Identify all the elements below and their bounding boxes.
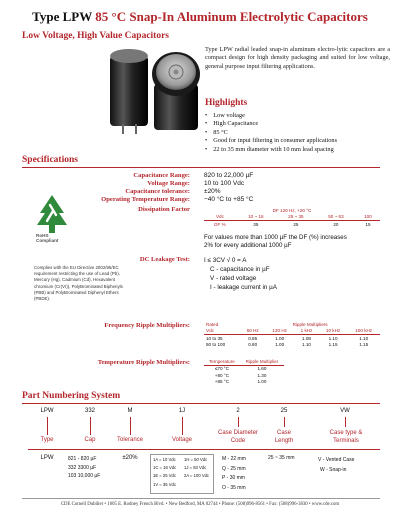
page-title	[0, 9, 400, 25]
part-code-terminals: VW	[340, 408, 350, 414]
list-item: • Good for input filtering in consumer applications	[205, 137, 395, 145]
part-code-diameter: 2	[236, 408, 240, 414]
caption-terminals: Case type & Terminals	[329, 430, 363, 444]
cap-value: 332 3300 µF	[68, 464, 97, 471]
subtitle: Low Voltage, High Value Capacitors	[22, 31, 170, 41]
table-cell: 0.85	[248, 335, 258, 341]
table-cell: 1.10	[328, 335, 338, 341]
table-cell: 25	[293, 221, 299, 227]
table-cell: 35	[253, 221, 259, 227]
table-cell: 15	[365, 221, 371, 227]
table-cell: +85 °C	[214, 379, 230, 385]
specifications-heading: Specifications	[22, 155, 78, 165]
tolerance-value: ±20%	[122, 455, 138, 461]
highlights-heading: Highlights	[205, 98, 248, 108]
table-cell: 1.00	[275, 335, 285, 341]
frequency-ripple-table	[204, 321, 380, 348]
caption-tolerance: Tolerance	[116, 437, 143, 443]
capacitance-label: Capacitance Range:	[133, 172, 190, 179]
table-cell: 1.15	[359, 342, 369, 348]
df-note: For values more than 1000 µF the DF (%) increases	[204, 234, 347, 241]
cap-value: 103 10,000 µF	[68, 473, 101, 480]
voltage-code: 1V = 35 Vdc	[153, 482, 176, 487]
list-item: • Low voltage	[205, 112, 395, 120]
tolerance-label: Capacitance tolerance:	[125, 188, 190, 195]
cap-values	[68, 455, 100, 481]
part-code-cap: 332	[84, 408, 95, 414]
footer-divider	[22, 498, 380, 499]
table-cell: Ripple Multipliers	[292, 321, 328, 327]
table-cell: 10 ~ 16	[248, 214, 264, 220]
rohs-label	[36, 233, 58, 243]
diameter-value: P - 30 mm	[222, 475, 245, 481]
table-cell: 25 ~ 35	[288, 214, 304, 220]
connector-line	[284, 417, 285, 427]
cap-value: 821 - 820 µF	[68, 456, 97, 462]
table-cell: 1.60	[257, 366, 267, 372]
caption-cap: Cap	[84, 437, 96, 443]
table-cell: 1.30	[257, 372, 267, 378]
section-divider	[22, 403, 380, 404]
connector-line	[182, 417, 183, 435]
diameter-value: O - 35 mm	[222, 484, 246, 491]
connector-line	[90, 417, 91, 435]
connector-line	[345, 417, 346, 427]
list-item: • 22 to 35 mm diameter with 10 mm lead spacing	[205, 146, 395, 154]
table-cell: 50 Hz	[246, 328, 259, 334]
table-cell: 50 ~ 63	[328, 214, 344, 220]
table-cell: 50 to 100	[206, 342, 226, 348]
table-cell: 10 kHz	[325, 328, 341, 334]
voltage-code: 1A = 10 Vdc	[153, 457, 176, 462]
list-item: • High Capacitance	[205, 120, 395, 128]
capacitance-value: 820 to 22,000 µF	[204, 172, 254, 179]
voltage-label: Voltage Range:	[147, 180, 190, 187]
length-value: 25 ~ 35 mm	[268, 455, 295, 461]
footer: CDE Cornell Dubilier • 1605 E. Rodney French Blvd. • New Bedford, MA 02744 • Phone: (508)996-8561 • Fax: (508)996-3830 • www.cde.com	[60, 502, 340, 507]
diameter-value: M - 22 mm	[222, 456, 246, 462]
temperature-label: Operating Temperature Range:	[101, 196, 190, 203]
temperature-ripple-table	[204, 358, 284, 385]
table-cell: 10 to 35	[206, 335, 223, 341]
voltage-code: 1H = 50 Vdc	[184, 457, 208, 462]
table-cell: Temperature	[209, 358, 235, 364]
table-cell: 1.15	[328, 342, 338, 348]
connector-line	[130, 417, 131, 435]
terminal-value: W - Snap-in	[320, 467, 347, 473]
table-cell: 1.10	[302, 342, 311, 348]
type-value: LPW	[40, 455, 54, 461]
part-numbering-heading: Part Numbering System	[22, 391, 121, 401]
tolerance-value: ±20%	[204, 188, 221, 195]
table-cell: 1.00	[257, 379, 267, 385]
df-table-title: DF 120 Hz, +20 °C	[272, 207, 312, 213]
df-table	[204, 207, 380, 228]
leakage-line: I - leakage current in µA	[210, 284, 277, 291]
table-cell: 100	[364, 214, 372, 220]
temperature-ripple-label: Temperature Ripple Multipliers:	[97, 359, 190, 366]
dissipation-label: Dissipation Factor	[138, 206, 190, 213]
frequency-ripple-label: Frequency Ripple Multipliers:	[104, 322, 190, 329]
voltage-value: 10 to 100 Vdc	[204, 180, 245, 187]
highlights-list	[205, 112, 395, 154]
voltage-code-table	[150, 454, 214, 494]
terminal-value: V - Vented Case	[318, 457, 355, 463]
table-cell: 120 Hz	[272, 328, 287, 334]
table-cell: Ripple Multiplier	[245, 358, 279, 364]
table-cell: +80 °C	[214, 372, 230, 378]
part-code-voltage: 1J	[178, 408, 186, 414]
part-code-tolerance: M	[127, 408, 133, 414]
voltage-code: 1E = 25 Vdc	[153, 473, 176, 478]
leakage-formula	[204, 256, 277, 292]
caption-divider	[28, 449, 380, 450]
table-cell: 1.10	[359, 335, 369, 341]
leakage-line: C - capacitance in µF	[210, 266, 270, 273]
table-cell: 1.08	[302, 335, 311, 341]
table-cell: 100 kHz	[355, 328, 373, 334]
table-cell: ≤70 °C	[214, 366, 229, 372]
type-label: Type LPW	[32, 9, 93, 24]
leakage-line: V - rated voltage	[210, 275, 257, 282]
part-code-length: 25	[280, 408, 288, 414]
terminal-values	[318, 455, 354, 475]
capacitor-photo	[108, 44, 200, 138]
connector-line	[47, 417, 48, 435]
diameter-values	[222, 455, 246, 493]
voltage-code: 2A = 100 Vdc	[184, 473, 210, 478]
section-divider	[22, 167, 380, 168]
list-item: • 85 °C	[205, 129, 395, 137]
df-note: 2% for every additional 1000 µF	[204, 242, 292, 249]
table-cell: 20	[333, 221, 339, 227]
part-code-type: LPW	[40, 408, 54, 414]
rohs-label-line: Compliant	[36, 238, 59, 243]
rohs-compliance-text: Complies with the EU Directive 2002/95/EC requirement restricting the use of Lead (Pb), Mercury (Hg), Cadmium (Cd), Hexavalent chromium (Cr(VI)), PolyBrominated Biphenyls (PBB) and PolyBrominated Diphenyl Ethers (PBDE).	[34, 265, 123, 302]
caption-voltage: Voltage	[171, 437, 193, 443]
temperature-value: −40 °C to +85 °C	[204, 196, 254, 203]
table-cell: 1.00	[275, 342, 285, 348]
voltage-code: 1J = 63 Vdc	[184, 465, 207, 470]
intro-paragraph: Type LPW radial leaded snap-in aluminum electro-lytic capacitors are a compact design for high density packaging and suited for low voltage, general purpose input filtering applications.	[205, 46, 390, 70]
caption-type: Type	[40, 437, 54, 443]
table-cell: Vdc	[215, 214, 224, 220]
caption-length: Case Length	[274, 430, 294, 444]
table-cell: Rated	[206, 321, 219, 327]
table-cell: 1 kHz	[300, 328, 313, 334]
voltage-code: 1C = 16 Vdc	[153, 465, 177, 470]
leakage-line: I ≤ 3CV √ 0 = A	[204, 257, 247, 264]
table-cell: DF %	[214, 221, 226, 227]
caption-diameter: Case Diameter Code	[217, 430, 258, 444]
connector-line	[238, 417, 239, 427]
table-cell: 0.80	[248, 342, 258, 348]
leakage-label: DC Leakage Test:	[139, 256, 190, 263]
table-cell: Vdc	[206, 328, 214, 334]
rohs-label-line: RoHS	[36, 233, 49, 238]
diameter-value: Q - 25 mm	[222, 465, 246, 472]
title-text: 85 °C Snap-In Aluminum Electrolytic Capacitors	[95, 9, 368, 24]
